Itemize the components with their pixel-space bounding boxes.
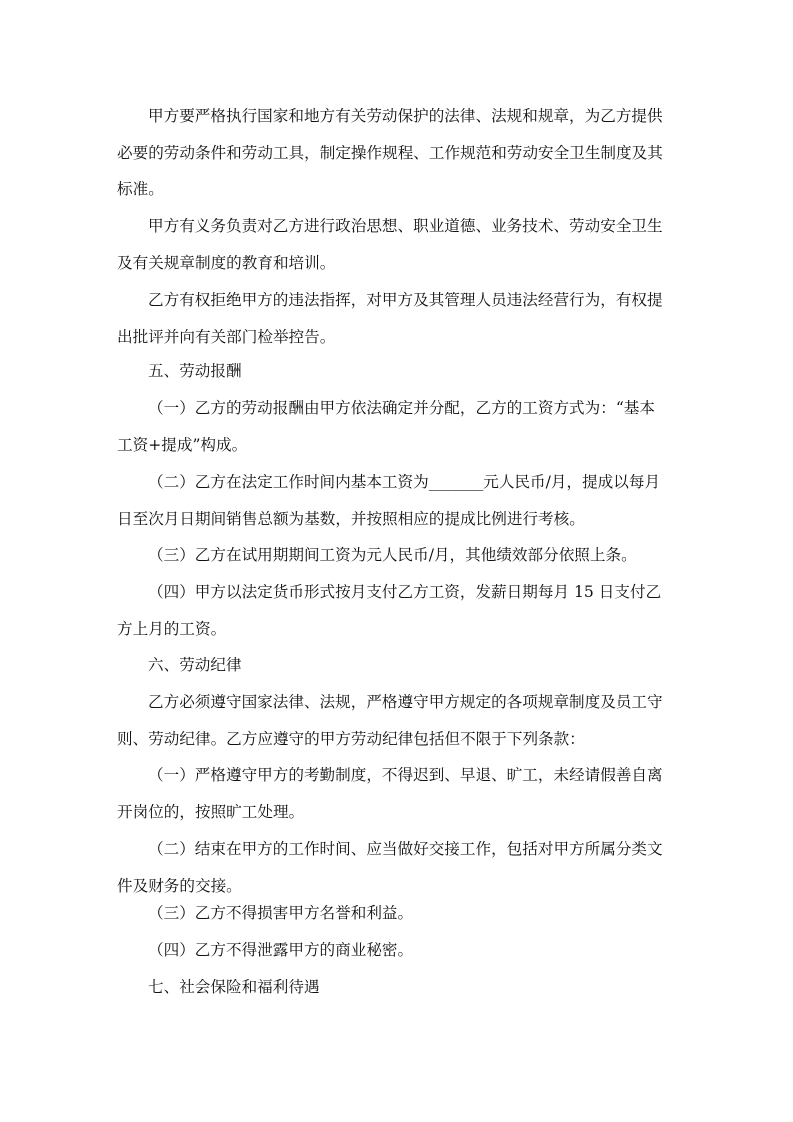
paragraph <box>117 390 677 463</box>
paragraph <box>117 969 677 1006</box>
text-line: 件及财务的交接。 <box>117 876 242 895</box>
text-line: 乙方有权拒绝甲方的违法指挥，对甲方及其管理人员违法经营行为，有权提 <box>148 291 663 309</box>
paragraph <box>117 282 677 355</box>
paragraph <box>117 647 677 684</box>
paragraph <box>117 98 677 208</box>
paragraph <box>117 932 677 969</box>
text-line: 方上月的工资。 <box>117 619 227 638</box>
text-line: （一）乙方的劳动报酬由甲方依法确定并分配，乙方的工资方式为：“基本 <box>148 399 655 417</box>
paragraph <box>117 464 677 537</box>
paragraph <box>117 537 677 574</box>
text-line: （一）严格遵守甲方的考勤制度，不得迟到、早退、旷工，未经请假善自离 <box>148 766 663 784</box>
text-line: （四）乙方不得泄露甲方的商业秘密。 <box>148 941 414 959</box>
text-line: 标准。 <box>117 180 164 198</box>
text-line: （二）结束在甲方的工作时间、应当做好交接工作，包括对甲方所属分类文 <box>148 840 663 858</box>
paragraph <box>117 684 677 757</box>
text-line: 甲方有义务负责对乙方进行政治思想、职业道德、业务技术、劳动安全卫生 <box>148 217 663 235</box>
text-line: 工资+提成”构成。 <box>117 435 248 454</box>
text-line: 五、劳动报酬 <box>148 362 242 380</box>
text-line: （四）甲方以法定货币形式按月支付乙方工资，发薪日期每月 15 日支付乙 <box>148 583 662 601</box>
paragraph <box>117 208 677 281</box>
text-line: （三）乙方在试用期期间工资为元人民币/月，其他绩效部分依照上条。 <box>148 546 637 564</box>
paragraph <box>117 353 677 390</box>
text-line: 则、劳动纪律。乙方应遵守的甲方劳动纪律包括但不限于下列条款： <box>117 729 585 748</box>
text-line: 甲方要严格执行国家和地方有关劳动保护的法律、法规和规章，为乙方提供 <box>148 107 663 125</box>
text-line: 六、劳动纪律 <box>148 656 242 674</box>
text-line: 日至次月日期间销售总额为基数，并按照相应的提成比例进行考核。 <box>117 509 585 528</box>
paragraph <box>117 895 677 932</box>
text-line: 七、社会保险和福利待遇 <box>148 978 320 996</box>
text-line: 乙方必须遵守国家法律、法规，严格遵守甲方规定的各项规章制度及员工守 <box>148 693 663 711</box>
paragraph <box>117 831 677 904</box>
text-line: 出批评并向有关部门检举控告。 <box>117 327 336 346</box>
text-line: 开岗位的，按照旷工处理。 <box>117 802 305 821</box>
text-line: 必要的劳动条件和劳动工具，制定操作规程、工作规范和劳动安全卫生制度及其 <box>117 143 663 162</box>
text-line: 及有关规章制度的教育和培训。 <box>117 253 336 272</box>
text-line: （三）乙方不得损害甲方名誉和利益。 <box>148 904 414 922</box>
text-line: （二）乙方在法定工作时间内基本工资为_______元人民币/月，提成以每月 <box>148 473 661 491</box>
paragraph <box>117 757 677 830</box>
paragraph <box>117 574 677 647</box>
